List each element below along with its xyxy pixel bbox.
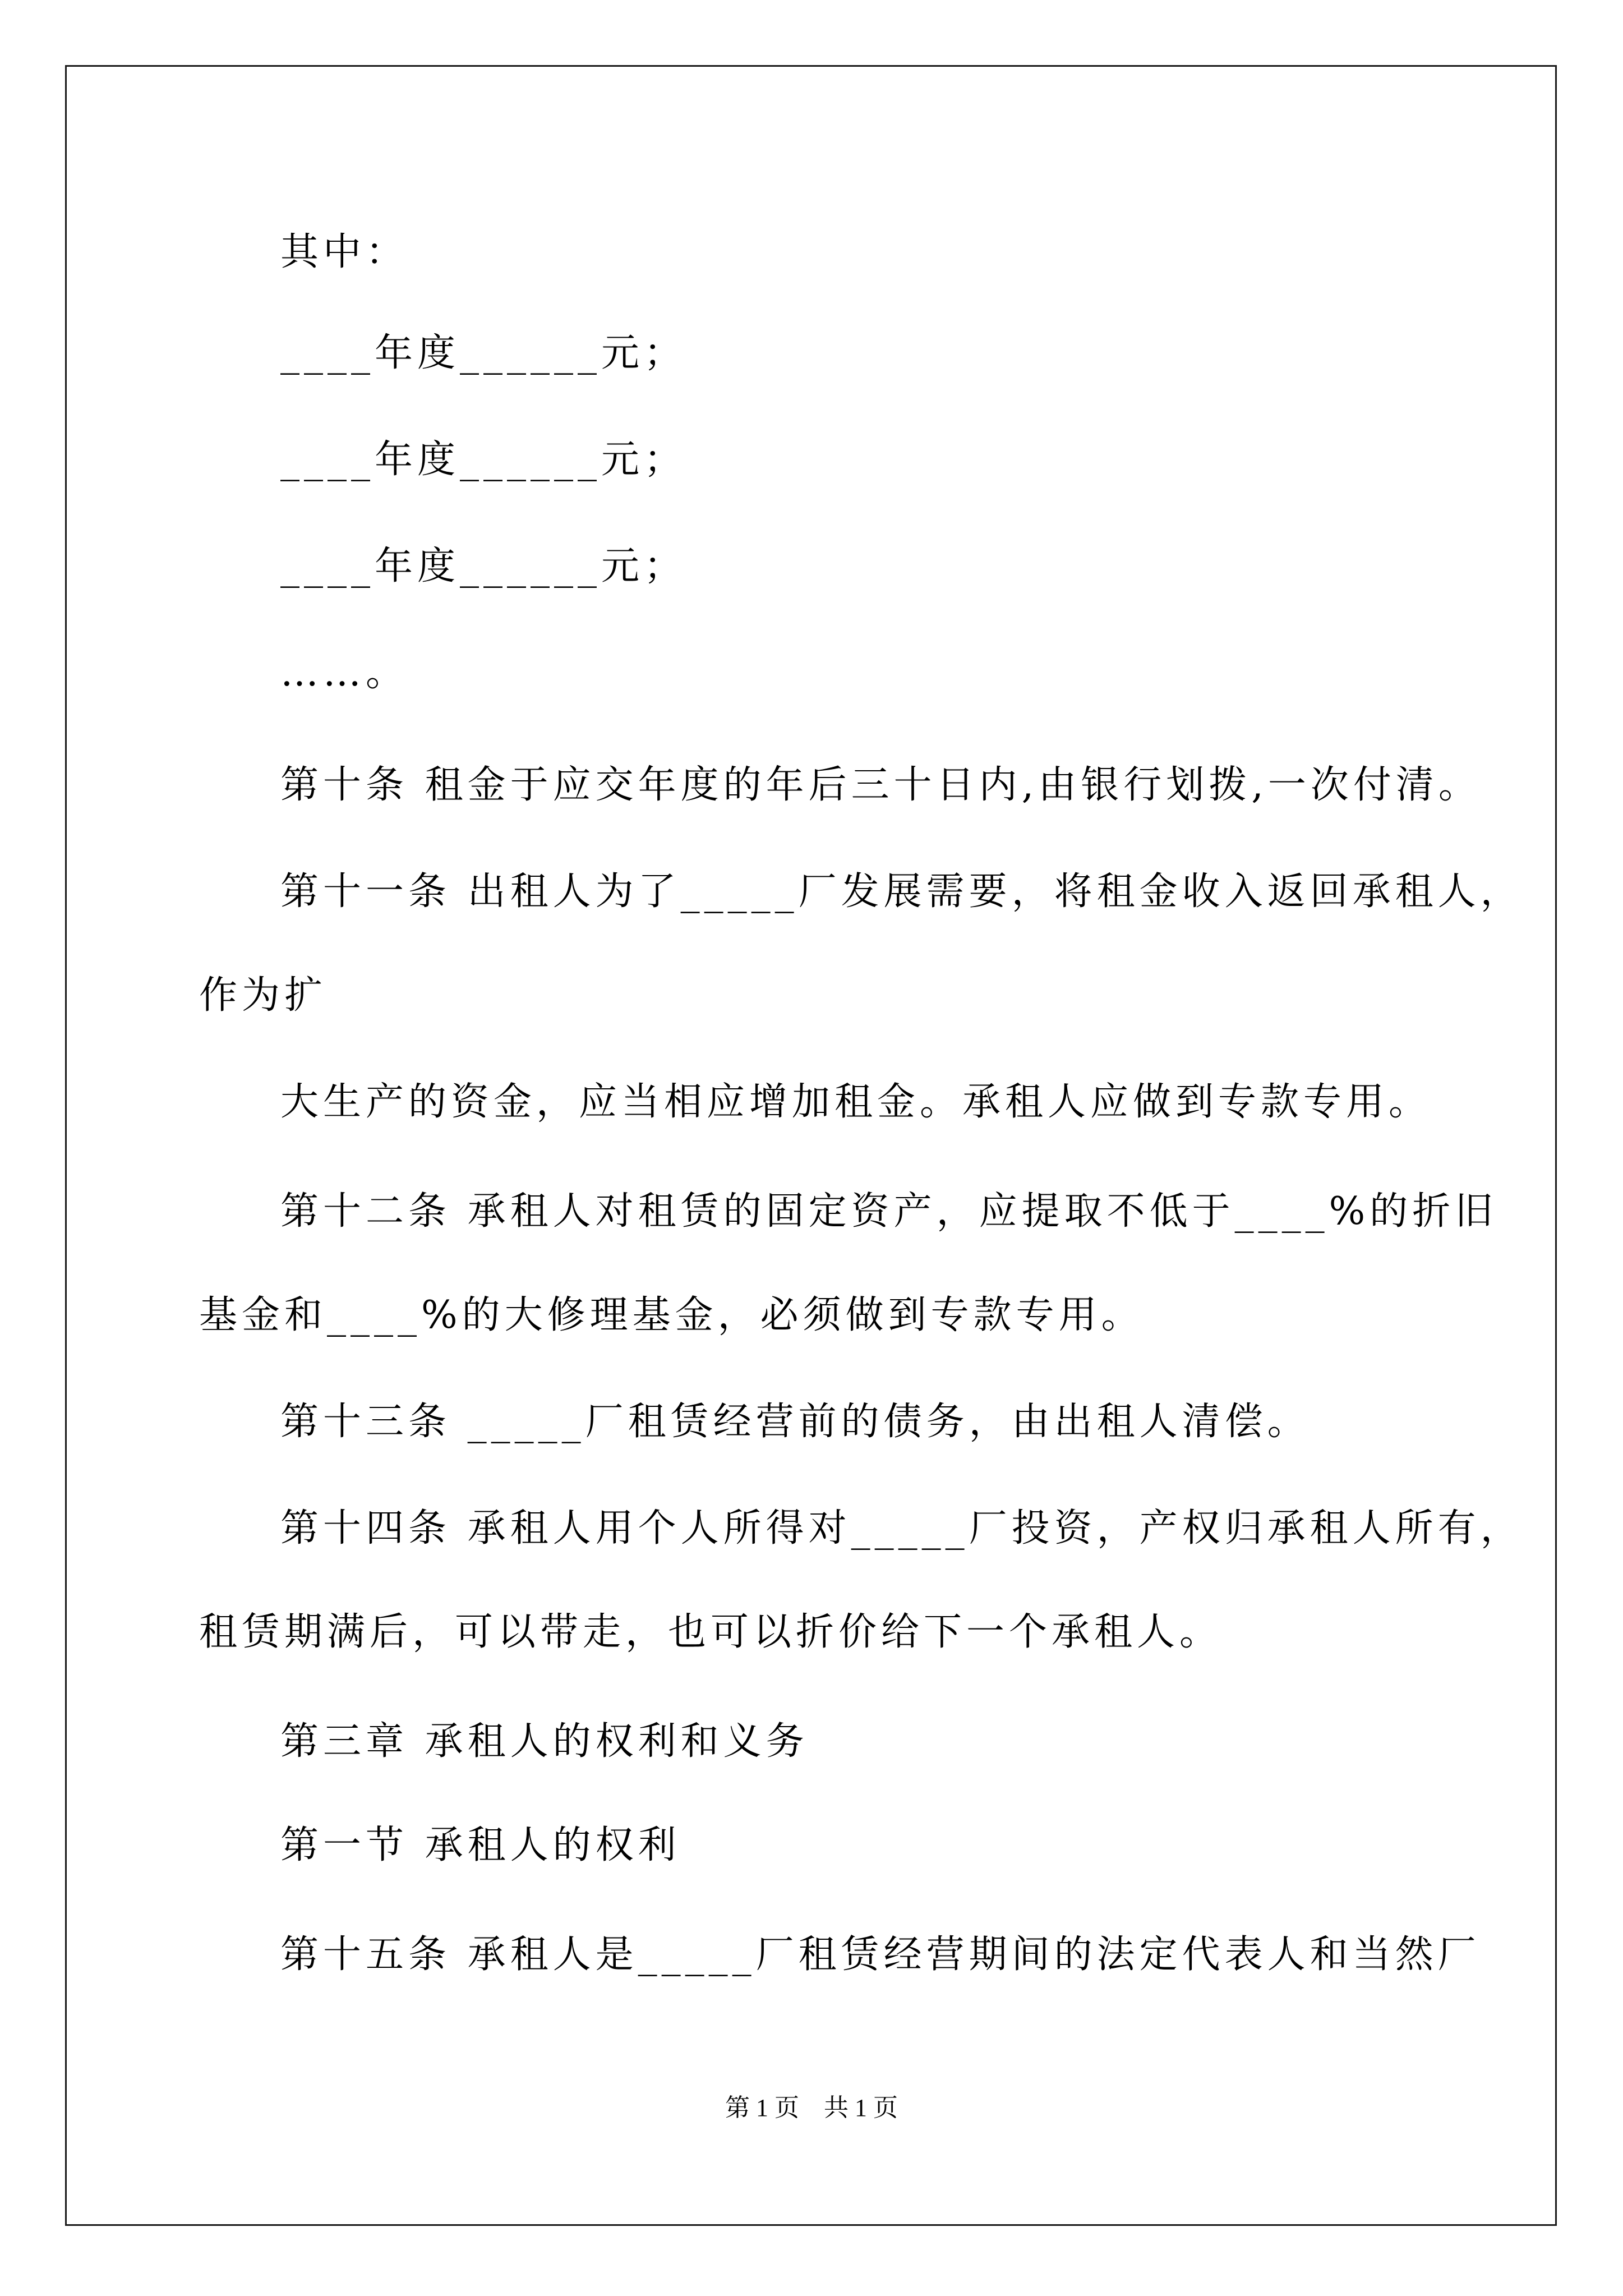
article-13: 第十三条 _____厂租赁经营前的债务，由出租人清偿。 (280, 1400, 1310, 1444)
article-14-continued: 租赁期满后，可以带走，也可以折价给下一个承租人。 (199, 1610, 1223, 1654)
article-15: 第十五条 承租人是_____厂租赁经营期间的法定代表人和当然厂 (280, 1932, 1481, 1977)
text-line-year-1: ____年度______元； (280, 331, 687, 375)
page-footer: 第 1 页 共 1 页 (725, 2094, 898, 2122)
article-12: 第十二条 承租人对租赁的固定资产，应提取不低于____%的折旧 (280, 1189, 1498, 1234)
chapter-3-heading: 第三章 承租人的权利和义务 (280, 1719, 809, 1764)
article-10: 第十条 租金于应交年度的年后三十日内,由银行划拨,一次付清。 (280, 763, 1481, 807)
text-line-qizhong: 其中： (280, 230, 409, 274)
text-line-ellipsis: ……。 (280, 651, 409, 695)
article-11: 第十一条 出租人为了_____厂发展需要，将租金收入返回承租人， (280, 869, 1523, 914)
text-line-year-3: ____年度______元； (280, 544, 687, 588)
article-12-continued: 基金和____%的大修理基金，必须做到专款专用。 (199, 1293, 1144, 1337)
article-11-continued: 作为扩 (199, 973, 328, 1018)
section-1-heading: 第一节 承租人的权利 (280, 1823, 681, 1867)
article-14: 第十四条 承租人用个人所得对_____厂投资，产权归承租人所有， (280, 1506, 1523, 1550)
article-11-paragraph: 大生产的资金，应当相应增加租金。承租人应做到专款专用。 (280, 1080, 1432, 1124)
text-line-year-2: ____年度______元； (280, 438, 687, 482)
page-border (65, 65, 1557, 2226)
